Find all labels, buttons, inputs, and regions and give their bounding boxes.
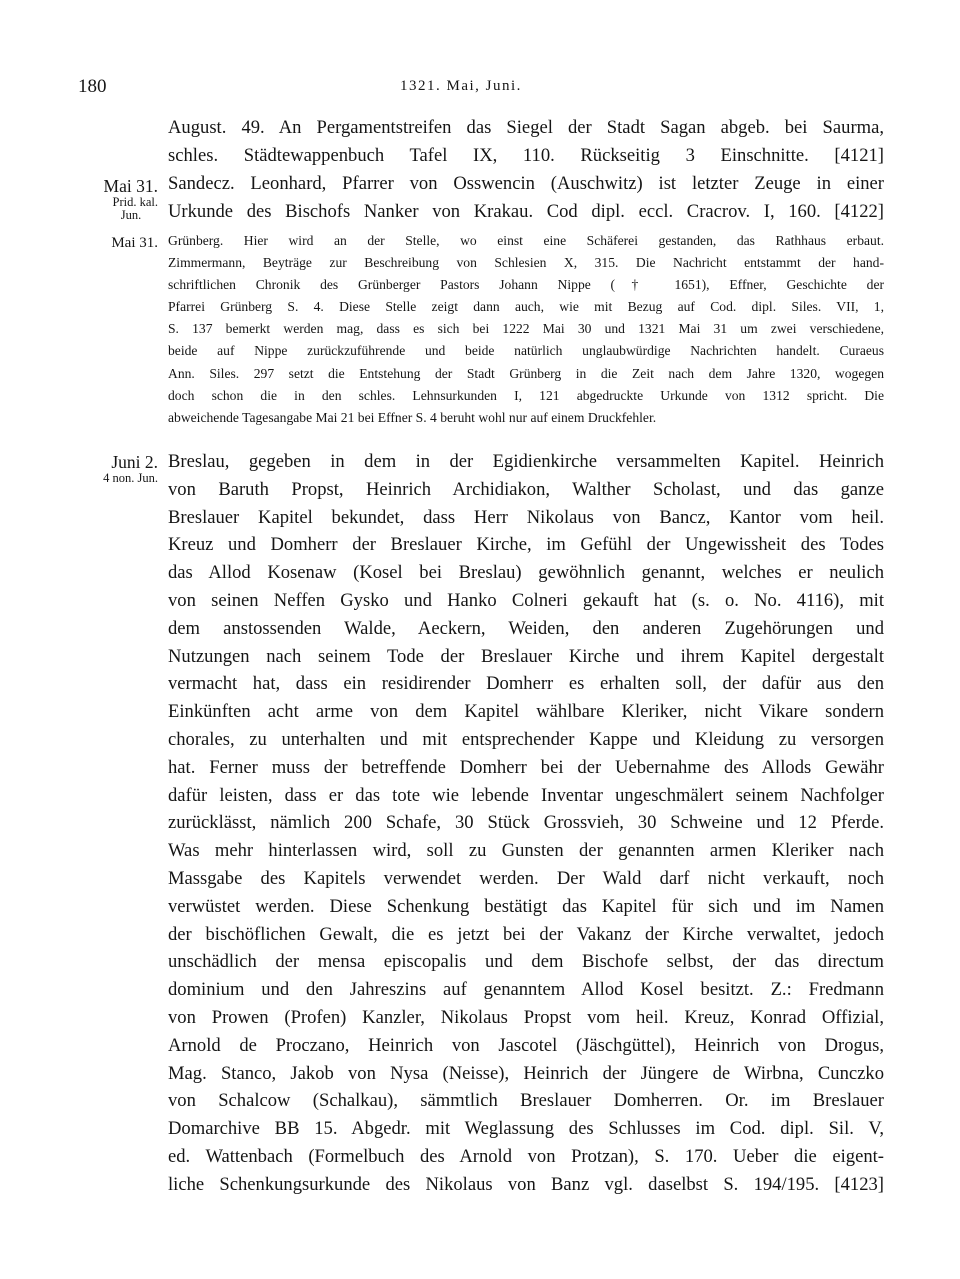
text-line: dafür leisten, dass er das tote wie lebende Inventar ungeschmälert seinem Nachfolger bbox=[168, 784, 884, 806]
text-line: von Baruth Propst, Heinrich Archidiakon, Walther Scholast, und das ganze bbox=[168, 478, 884, 500]
text-line: dem anstossenden Walde, Aeckern, Weiden, den anderen Zugehörungen und bbox=[168, 617, 884, 639]
margin-roman-date: 4 non. Jun. bbox=[103, 471, 158, 485]
text-line: Einkünften acht arme von dem Kapitel wählbare Kleriker, nicht Vikare sondern bbox=[168, 701, 884, 723]
text-line: unschädlich der mensa episcopalis und dem Bischofe selbst, der das directum bbox=[168, 951, 884, 973]
text-line: Kreuz und Domherr der Breslauer Kirche, im Gefühl der Ungewissheit des Todes bbox=[168, 534, 884, 556]
text-line: Sandecz. Leonhard, Pfarrer von Osswencin (Auschwitz) ist letzter Zeuge in einer bbox=[168, 173, 884, 194]
text-line: Nutzungen nach seinem Tode der Breslauer Kirche und ihrem Kapitel dergestalt bbox=[168, 645, 884, 667]
margin-date: Mai 31. bbox=[103, 176, 158, 196]
text-line: Urkunde des Bischofs Nanker von Krakau. Cod dipl. eccl. Cracrov. I, 160. [4122] bbox=[168, 200, 884, 222]
margin-roman-date-cont: Jun. bbox=[120, 208, 142, 222]
text-line: abweichende Tagesangabe Mai 21 bei Effner S. 4 beruht wohl nur auf einem Druckfehler. bbox=[168, 409, 657, 425]
text-line: das Allod Kosenaw (Kosel bei Breslau) gewöhnlich genannt, welches er neulich bbox=[168, 562, 884, 584]
text-line: liche Schenkungsurkunde des Nikolaus von Banz vgl. daselbst S. 194/195. [4123] bbox=[168, 1173, 884, 1195]
text-line: Arnold de Proczano, Heinrich von Jascotel (Jäschgüttel), Heinrich von Drogus, bbox=[168, 1034, 884, 1056]
text-line: doch schon die in den schles. Lehnsurkunden I, 121 abgedruckte Urkunde von 1312 spricht. Die bbox=[168, 387, 884, 403]
entry-note-gruenberg bbox=[168, 230, 884, 429]
text-line: schles. Städtewappenbuch Tafel IX, 110. Rückseitig 3 Einschnitte. [4121] bbox=[168, 144, 884, 166]
entry-4121 bbox=[168, 114, 884, 170]
margin-date: Mai 31. bbox=[111, 235, 158, 251]
text-line: beide auf Nippe zurückzuführende und beide natürlich unglaubwürdige Nachrichten handelt. Curaeus bbox=[168, 343, 884, 359]
text-line: hat. Ferner muss der betreffende Domherr bei der Uebernahme des Allods Gewähr bbox=[168, 756, 884, 778]
text-line: S. 137 bemerkt werden mag, dass es sich bei 1222 Mai 30 und 1321 Mai 31 um zwei verschiedene, bbox=[168, 321, 884, 337]
text-line: chorales, zu unterhalten und mit entsprechender Kappe und Kleidung zu versorgen bbox=[168, 728, 884, 750]
text-line: vermacht hat, dass ein residirender Domherr es erhalten soll, der dafür aus den bbox=[168, 673, 884, 695]
margin-date-4123 bbox=[62, 452, 158, 485]
entry-4123 bbox=[168, 448, 884, 1199]
margin-date-note bbox=[62, 233, 158, 253]
text-line: Breslau, gegeben in dem in der Egidienkirche versammelten Kapitel. Heinrich bbox=[168, 451, 884, 472]
text-line: schriftlichen Chronik des Grünberger Pastors Johann Nippe († 1651), Effner, Geschichte der bbox=[168, 277, 884, 293]
text-line: von seinen Neffen Gysko und Hanko Colneri gekauft hat (s. o. No. 4116), mit bbox=[168, 589, 884, 611]
text-line: verwüstet werden. Diese Schenkung bestätigt das Kapitel für sich und im Namen bbox=[168, 895, 884, 917]
entry-4122 bbox=[168, 170, 884, 226]
text-line: Breslauer Kapitel bekundet, dass Herr Nikolaus von Bancz, Kantor vom heil. bbox=[168, 506, 884, 528]
text-line: Grünberg. Hier wird an der Stelle, wo einst eine Schäferei gestanden, das Rathhaus erbaut. bbox=[168, 233, 884, 248]
margin-date-4122 bbox=[62, 176, 158, 222]
text-line: ed. Wattenbach (Formelbuch des Arnold von Protzan), S. 170. Ueber die eigent- bbox=[168, 1145, 884, 1167]
margin-roman-date: Prid. kal. bbox=[112, 195, 158, 209]
text-line: Massgabe des Kapitels verwendet werden. Der Wald darf nicht verkauft, noch bbox=[168, 867, 884, 889]
text-line: Ann. Siles. 297 setzt die Entstehung der Stadt Grünberg in die Zeit nach dem Jahre 1320, wogegen bbox=[168, 365, 884, 381]
text-line: Mag. Stanco, Jakob von Nysa (Neisse), Heinrich der Jüngere de Wirbna, Cunczko bbox=[168, 1062, 884, 1084]
text-line: der bischöflichen Gewalt, die es jetzt bei der Vakanz der Kirche verwaltet, jedoch bbox=[168, 923, 884, 945]
text-line: zurücklässt, nämlich 200 Schafe, 30 Stück Grossvieh, 30 Schweine und 12 Pferde. bbox=[168, 812, 884, 834]
text-line: Was mehr hinterlassen wird, soll zu Gunsten der genannten armen Kleriker nach bbox=[168, 840, 884, 862]
text-line: Domarchive BB 15. Abgedr. mit Weglassung des Schlusses im Cod. dipl. Sil. V, bbox=[168, 1118, 884, 1140]
margin-date: Juni 2. bbox=[111, 452, 158, 472]
text-line: Zimmermann, Beyträge zur Beschreibung von Schlesien X, 315. Die Nachricht entstammt der hand- bbox=[168, 255, 884, 271]
page-number: 180 bbox=[78, 76, 107, 97]
text-line: von Schalcow (Schalkau), sämmtlich Breslauer Domherren. Or. im Breslauer bbox=[168, 1090, 884, 1112]
text-line: Pfarrei Grünberg S. 4. Diese Stelle zeigt dann auch, wie mit Bezug auf Cod. dipl. Siles. VII, 1, bbox=[168, 299, 884, 315]
running-head: 1321. Mai, Juni. bbox=[400, 78, 522, 94]
text-line: dominium und den Jahreszins auf genanntem Allod Kosel besitzt. Z.: Fredmann bbox=[168, 979, 884, 1001]
text-line: August. 49. An Pergamentstreifen das Siegel der Stadt Sagan abgeb. bei Saurma, bbox=[168, 117, 884, 138]
text-line: von Prowen (Profen) Kanzler, Nikolaus Propst vom heil. Kreuz, Konrad Offizial, bbox=[168, 1006, 884, 1028]
